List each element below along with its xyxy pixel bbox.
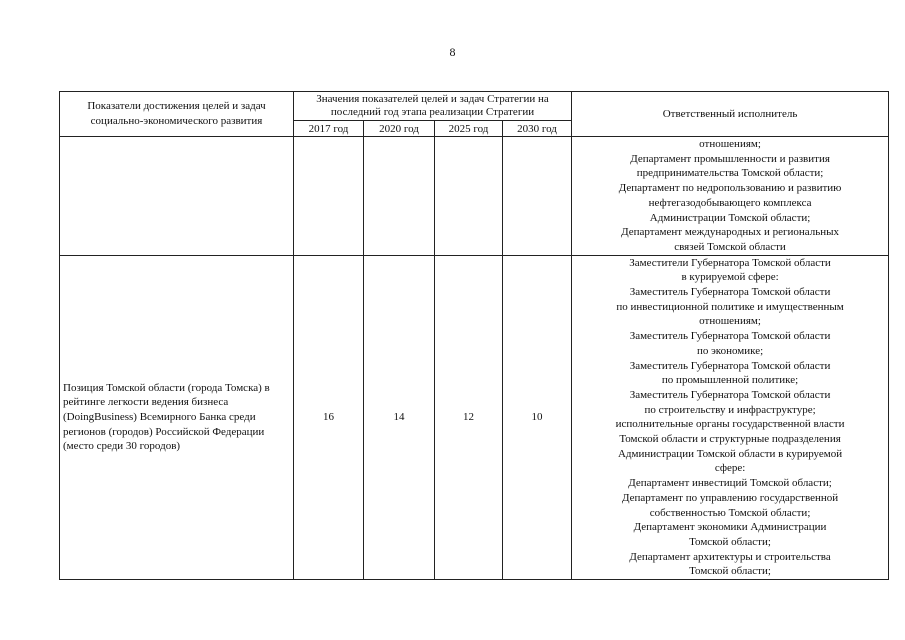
indicator-cell-empty [60, 137, 294, 256]
responsible-line: Заместитель Губернатора Томской области [629, 359, 831, 372]
responsible-line: предпринимательства Томской области; [636, 167, 824, 180]
responsible-line: сфере: [714, 462, 746, 475]
header-indicators: Показатели достижения целей и задач социально-экономического развития [60, 92, 294, 137]
responsible-line: Департамент по управлению государственной [621, 491, 839, 504]
responsible-line: нефтегазодобывающего комплекса [648, 196, 812, 209]
responsible-line: по инвестиционной политике и имущественным [616, 300, 844, 313]
value-cell-empty [503, 137, 572, 256]
responsible-line: Департамент по недропользованию и развитию [618, 182, 842, 195]
value-2017: 16 [294, 255, 364, 579]
responsible-line: Заместитель Губернатора Томской области [629, 330, 831, 343]
responsible-line: по экономике; [696, 344, 764, 357]
responsible-line: Томской области и структурные подразделения [619, 433, 841, 446]
indicator-cell: Позиция Томской области (города Томска) в рейтинге легкости ведения бизнеса (DoingBusiness) Всемирного Банка среди регионов (городов) Российской Федерации (место среди 30 городов) [60, 255, 294, 579]
header-year-2017: 2017 год [294, 121, 364, 137]
responsible-line: по промышленной политике; [661, 374, 799, 387]
responsible-line: Администрации Томской области; [649, 211, 811, 224]
table-row-continuation [60, 137, 889, 256]
responsible-line: по строительству и инфраструктуре; [644, 403, 816, 416]
header-year-2030: 2030 год [503, 121, 572, 137]
responsible-line: в курируемой сфере: [681, 271, 779, 284]
responsible-line: Департамент промышленности и развития [630, 152, 830, 165]
header-year-2020: 2020 год [364, 121, 435, 137]
responsible-line: Томской области; [689, 565, 771, 578]
table-row-doing-business [60, 255, 889, 579]
responsible-line: отношениям; [699, 138, 761, 150]
responsible-line: Заместитель Губернатора Томской области [629, 388, 831, 401]
responsible-line: связей Томской области [674, 240, 786, 253]
value-cell-empty [435, 137, 503, 256]
header-year-2025: 2025 год [435, 121, 503, 137]
responsible-line: исполнительные органы государственной власти [615, 418, 845, 431]
value-2030: 10 [503, 255, 572, 579]
header-responsible: Ответственный исполнитель [572, 92, 889, 137]
value-2025: 12 [435, 255, 503, 579]
responsible-line: отношениям; [699, 315, 761, 328]
responsible-line: Администрации Томской области в курируемой [617, 447, 843, 460]
value-cell-empty [294, 137, 364, 256]
page-number: 8 [449, 45, 456, 59]
responsible-cell-continuation [572, 137, 889, 256]
responsible-line: Томской области; [689, 535, 771, 548]
responsible-line: Департамент архитектуры и строительства [629, 550, 831, 563]
value-2020: 14 [364, 255, 435, 579]
responsible-line: Департамент международных и региональных [621, 226, 840, 239]
value-cell-empty [364, 137, 435, 256]
responsible-cell [572, 255, 889, 579]
header-row-1 [60, 92, 889, 121]
responsible-line: Заместители Губернатора Томской области [629, 256, 831, 269]
responsible-line: Департамент экономики Администрации [633, 521, 827, 534]
responsible-line: Департамент инвестиций Томской области; [628, 477, 832, 490]
responsible-line: Заместитель Губернатора Томской области [629, 286, 831, 299]
header-values-group: Значения показателей целей и задач Стратегии на последний год этапа реализации Стратегии [294, 92, 572, 121]
responsible-line: собственностью Томской области; [649, 506, 811, 519]
strategy-indicators-table [59, 91, 889, 580]
